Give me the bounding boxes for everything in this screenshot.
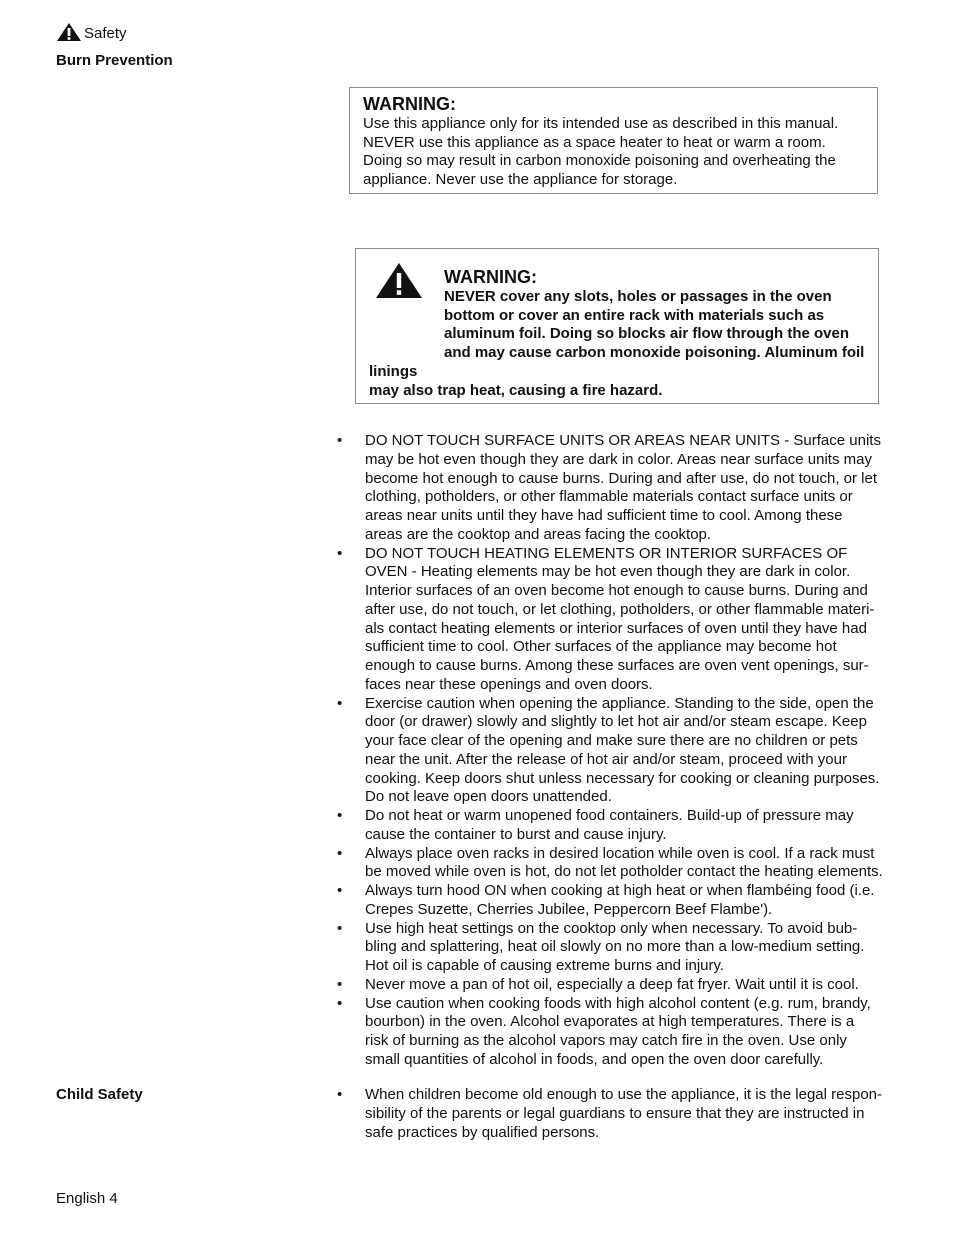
list-item-line: bling and splattering, heat oil slowly on no more than a low-medium setting. (365, 938, 865, 956)
list-item-line: cause the container to burst and cause injury. (365, 825, 667, 843)
list-item-line: small quantities of alcohol in foods, and open the oven door carefully. (365, 1050, 824, 1068)
bullet-icon: • (337, 844, 343, 862)
list-item-line: When children become old enough to use the appliance, it is the legal respon- (365, 1086, 882, 1103)
list-item-line: Crepes Suzette, Cherries Jubilee, Peppercorn Beef Flambe'). (365, 900, 773, 918)
list-item-line: Do not heat or warm unopened food containers. Build-up of pressure may (365, 807, 854, 824)
list-item-line: clothing, potholders, or other flammable materials contact surface units or (365, 488, 853, 506)
list-item-line: bourbon) in the oven. Alcohol evaporates at high temperatures. There is a (365, 1013, 855, 1031)
page-header (56, 18, 127, 42)
list-item-line: Never move a pan of hot oil, especially a deep fat fryer. Wait until it is cool. (365, 975, 859, 993)
list-item (337, 1086, 905, 1142)
list-item-line: door (or drawer) slowly and slightly to let hot air and/or steam escape. Keep (365, 713, 867, 731)
warning-box-storage (349, 87, 878, 194)
warning-line: aluminum foil. Doing so blocks air flow through the oven (444, 325, 850, 343)
list-item-line: Interior surfaces of an oven become hot enough to cause burns. During and (365, 582, 868, 599)
list-item-line: DO NOT TOUCH SURFACE UNITS OR AREAS NEAR UNITS - Surface units (365, 432, 881, 449)
bullet-icon: • (337, 544, 343, 562)
warning-line: bottom or cover an entire rack with materials such as (444, 306, 825, 324)
bullet-icon: • (337, 432, 343, 449)
list-item (337, 807, 905, 845)
bullet-icon: • (337, 994, 343, 1012)
list-item-line: Always turn hood ON when cooking at high heat or when flambéing food (i.e. (365, 882, 875, 899)
list-item-line: Exercise caution when opening the appliance. Standing to the side, open the (365, 694, 874, 712)
warning-line: Use this appliance only for its intended use as described in this manual. (363, 115, 839, 132)
section-title-child-safety: Child Safety (56, 1086, 143, 1103)
list-item-line: Use caution when cooking foods with high alcohol content (e.g. rum, brandy, (365, 994, 871, 1012)
list-item-line: areas near units until they have had sufficient time to cool. Among these (365, 507, 843, 524)
list-item-line: faces near these openings and oven doors. (365, 675, 653, 693)
warning-line: may also trap heat, causing a fire hazard. (369, 381, 663, 399)
list-item-line: safe practices by qualified persons. (365, 1123, 600, 1141)
list-item-line: after use, do not touch, or let clothing, potholders, or other flammable materi- (365, 600, 875, 618)
warning-box-aluminum-foil (355, 248, 879, 404)
burn-prevention-list (337, 432, 905, 1070)
list-item (337, 976, 905, 995)
list-item (337, 845, 905, 883)
list-item (337, 432, 905, 545)
list-item (337, 882, 905, 920)
list-item (337, 995, 905, 1070)
warning-title: WARNING: (444, 267, 537, 287)
list-item-line: near the unit. After the release of hot air and/or steam, proceed with your (365, 750, 847, 768)
section-title-burn-prevention: Burn Prevention (56, 52, 173, 69)
bullet-icon: • (337, 807, 343, 824)
bullet-icon: • (337, 694, 343, 712)
list-item-line: Hot oil is capable of causing extreme burns and injury. (365, 957, 725, 974)
warning-triangle-icon (374, 262, 424, 305)
child-safety-list (337, 1086, 905, 1142)
list-item-line: sibility of the parents or legal guardians to ensure that they are instructed in (365, 1104, 865, 1122)
list-item (337, 920, 905, 976)
warning-line: NEVER use this appliance as a space heater to heat or warm a room. (363, 133, 826, 151)
list-item-line: Do not leave open doors unattended. (365, 788, 612, 806)
list-item-line: risk of burning as the alcohol vapors may catch fire in the oven. Use only (365, 1032, 847, 1049)
bullet-icon: • (337, 1086, 343, 1103)
header-label: Safety (84, 25, 127, 42)
warning-triangle-icon (56, 22, 82, 42)
list-item-line: als contact heating elements or interior surfaces of oven until they have had (365, 619, 867, 637)
list-item (337, 695, 905, 808)
list-item-line: enough to cause burns. Among these surfaces are oven vent openings, sur- (365, 657, 869, 674)
warning-title: WARNING: (363, 94, 456, 114)
list-item-line: DO NOT TOUCH HEATING ELEMENTS OR INTERIOR SURFACES OF (365, 544, 848, 562)
warning-line: and may cause carbon monoxide poisoning. Aluminum foil linings (369, 344, 865, 380)
warning-line: NEVER cover any slots, holes or passages in the oven (444, 288, 832, 305)
warning-line: Doing so may result in carbon monoxide poisoning and overheating the (363, 152, 836, 170)
page-number: English 4 (56, 1190, 118, 1207)
warning-body (363, 115, 865, 190)
list-item-line: sufficient time to cool. Other surfaces of the appliance may become hot (365, 638, 837, 656)
list-item-line: be moved while oven is hot, do not let potholder contact the heating elements. (365, 863, 883, 881)
list-item-line: areas are the cooktop and areas facing the cooktop. (365, 525, 712, 543)
list-item-line: may be hot even though they are dark in color. Areas near surface units may (365, 450, 872, 468)
warning-body (369, 288, 866, 400)
list-item-line: your face clear of the opening and make sure there are no children or pets (365, 732, 858, 749)
list-item-line: cooking. Keep doors shut unless necessary for cooking or cleaning purposes. (365, 769, 880, 787)
list-item-line: Use high heat settings on the cooktop only when necessary. To avoid bub- (365, 919, 858, 937)
bullet-icon: • (337, 919, 343, 937)
bullet-icon: • (337, 975, 343, 993)
bullet-icon: • (337, 882, 343, 899)
list-item-line: become hot enough to cause burns. During and after use, do not touch, or let (365, 469, 877, 487)
list-item-line: OVEN - Heating elements may be hot even though they are dark in color. (365, 563, 851, 581)
list-item (337, 545, 905, 695)
list-item-line: Always place oven racks in desired location while oven is cool. If a rack must (365, 844, 875, 862)
warning-line: appliance. Never use the appliance for storage. (363, 171, 678, 189)
